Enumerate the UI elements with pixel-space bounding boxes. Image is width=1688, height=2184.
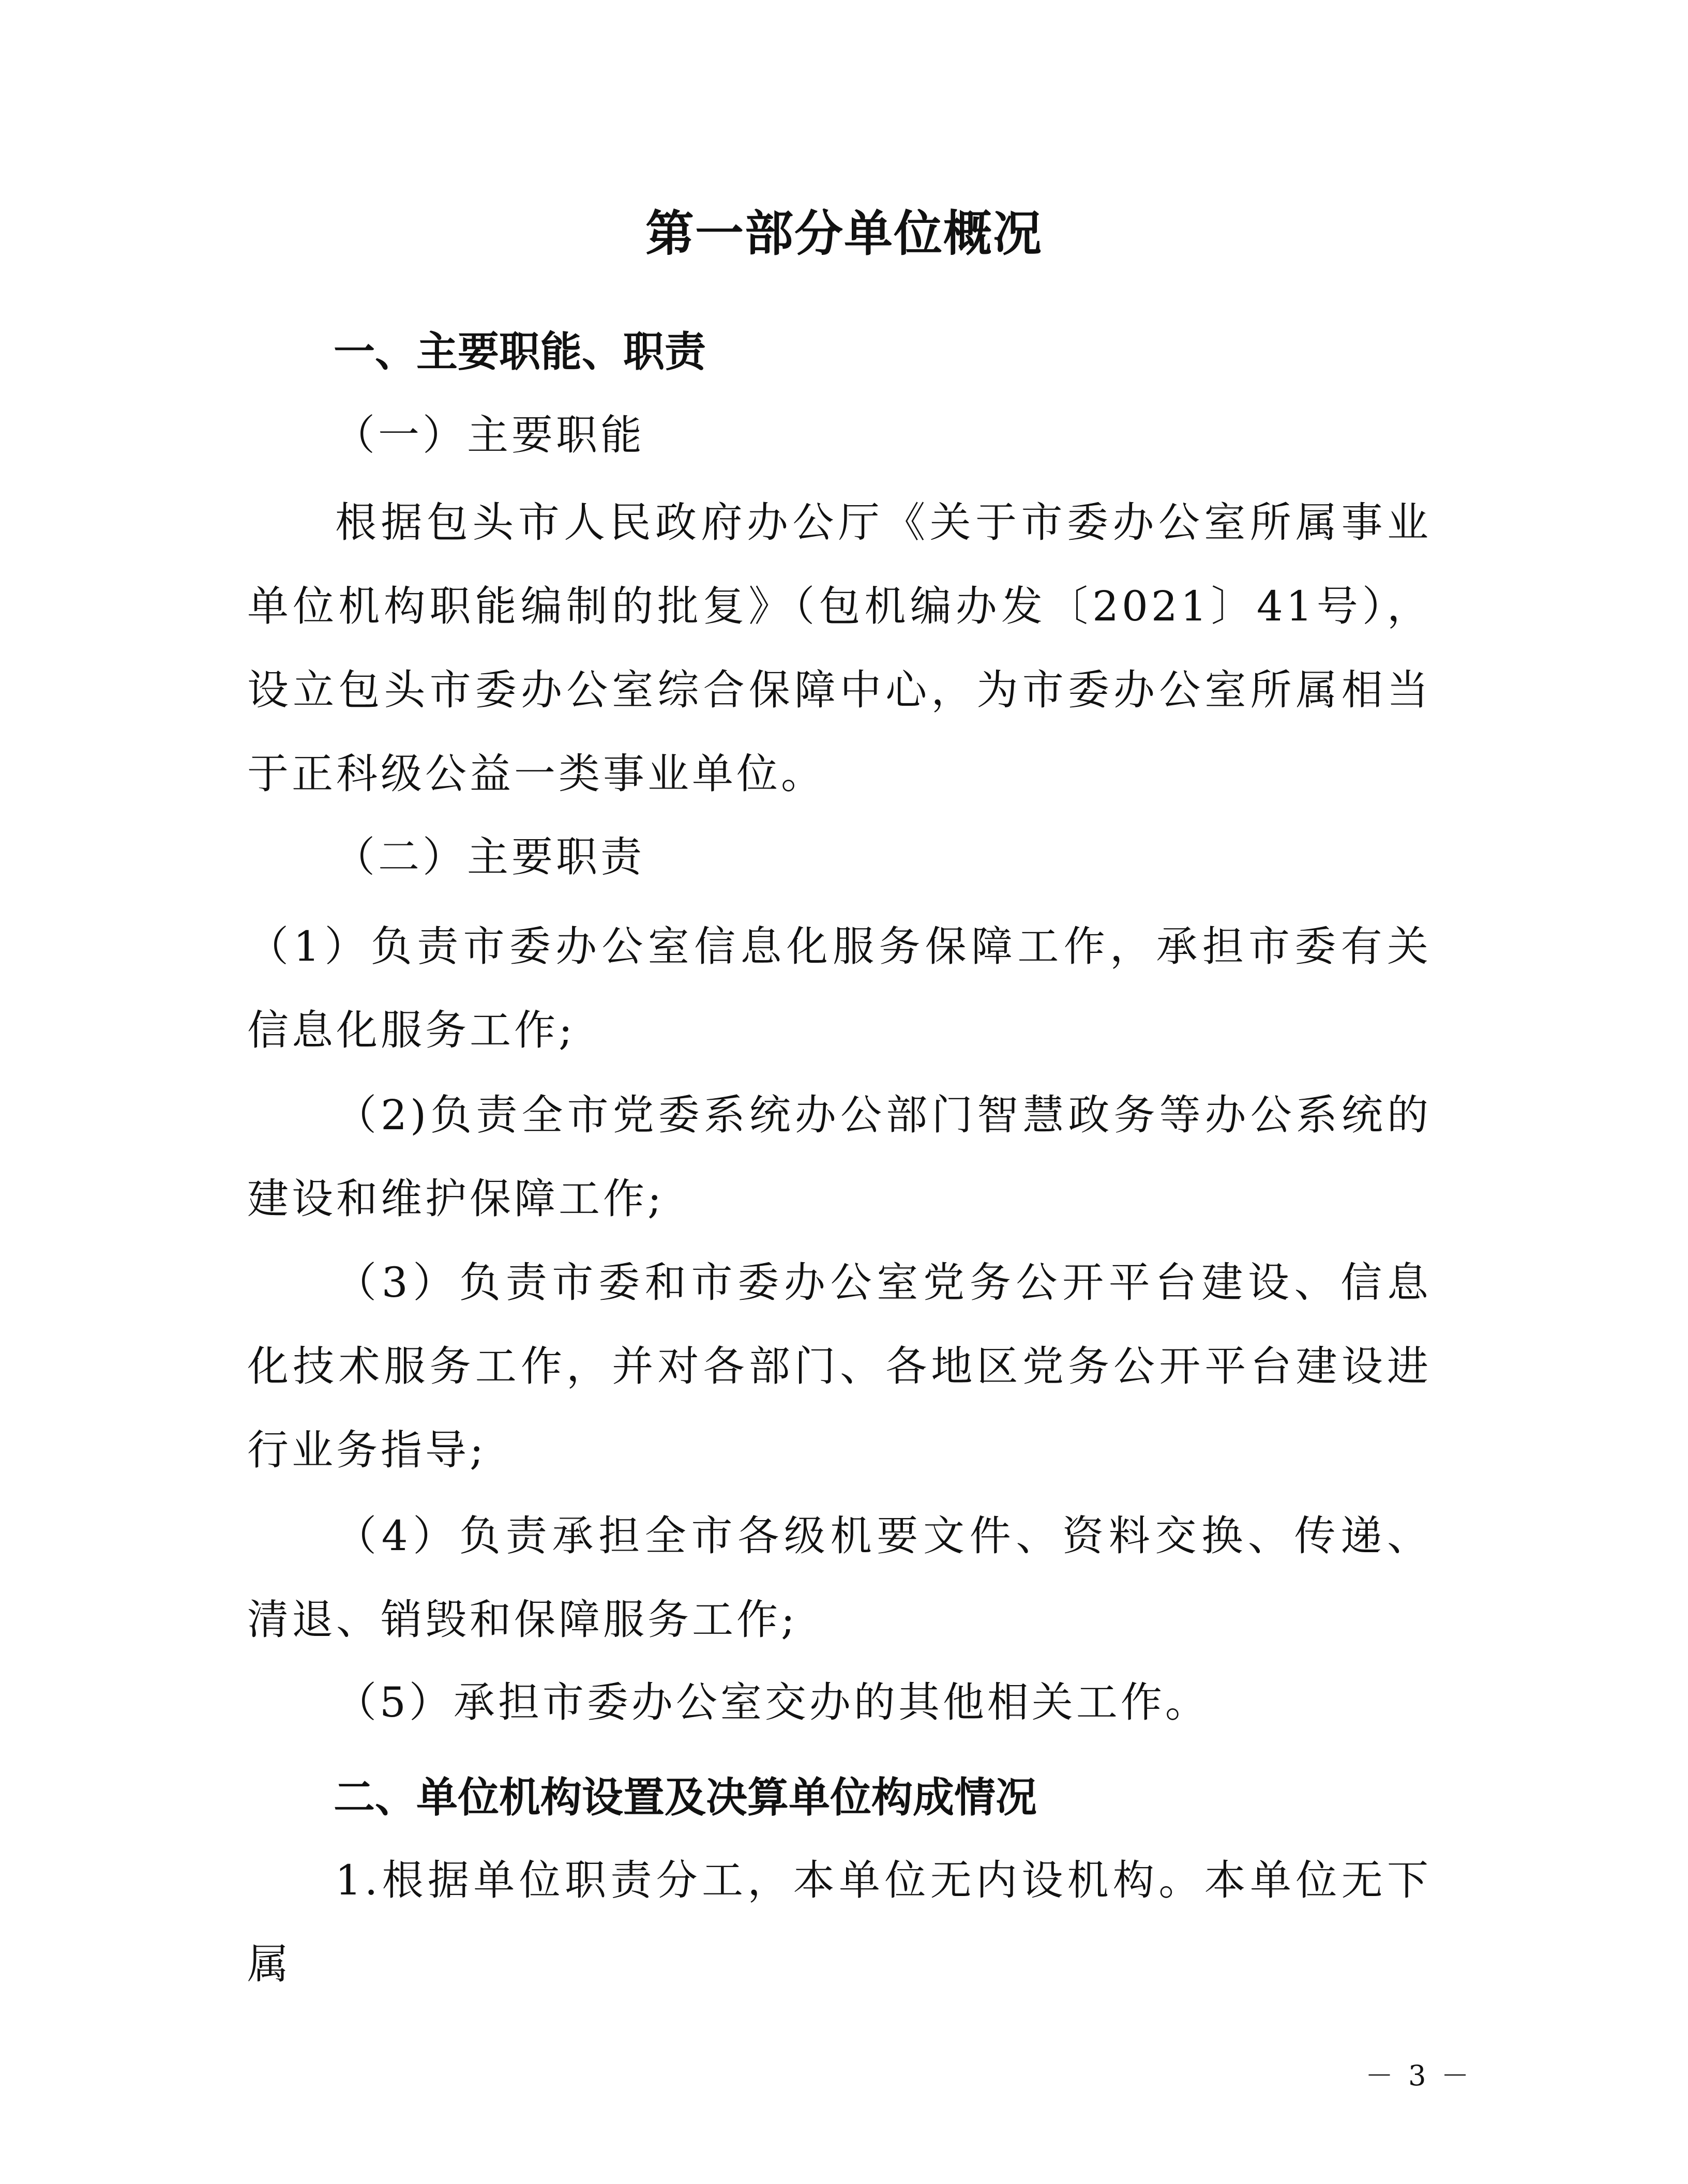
duty-item-1: （1）负责市委办公室信息化服务保障工作，承担市委有关信息化服务工作; (247, 922, 1431, 1054)
section-heading-functions-duties: 一、主要职能、职责 (334, 327, 706, 376)
duty-item-3: （3）负责市委和市委办公室党务公开平台建设、信息化技术服务工作，并对各部门、各地区党务公开平台建设进行业务指导; (247, 1258, 1431, 1474)
functions-paragraph: 根据包头市人民政府办公厅《关于市委办公室所属事业单位机构职能编制的批复》（包机编办发〔2021〕41号），设立包头市委办公室综合保障中心，为市委办公室所属相当于正科级公益一类事业单位。 (247, 498, 1431, 798)
duty-item-5: （5）承担市委办公室交办的其他相关工作。 (335, 1678, 1210, 1726)
document-title: 第一部分单位概况 (645, 205, 1043, 262)
subsection-heading-main-duties: （二）主要职责 (334, 833, 645, 881)
subsection-heading-main-functions: （一）主要职能 (334, 411, 645, 459)
duty-item-4: （4）负责承担全市各级机要文件、资料交换、传递、清退、销毁和保障服务工作; (247, 1512, 1431, 1644)
page-number: － 3 － (1365, 2059, 1472, 2092)
duty-item-2: （2)负责全市党委系统办公部门智慧政务等办公系统的建设和维护保障工作; (247, 1091, 1431, 1223)
section-heading-organization: 二、单位机构设置及决算单位构成情况 (334, 1773, 1037, 1822)
organization-paragraph: 1.根据单位职责分工，本单位无内设机构。本单位无下属 (247, 1856, 1431, 1988)
